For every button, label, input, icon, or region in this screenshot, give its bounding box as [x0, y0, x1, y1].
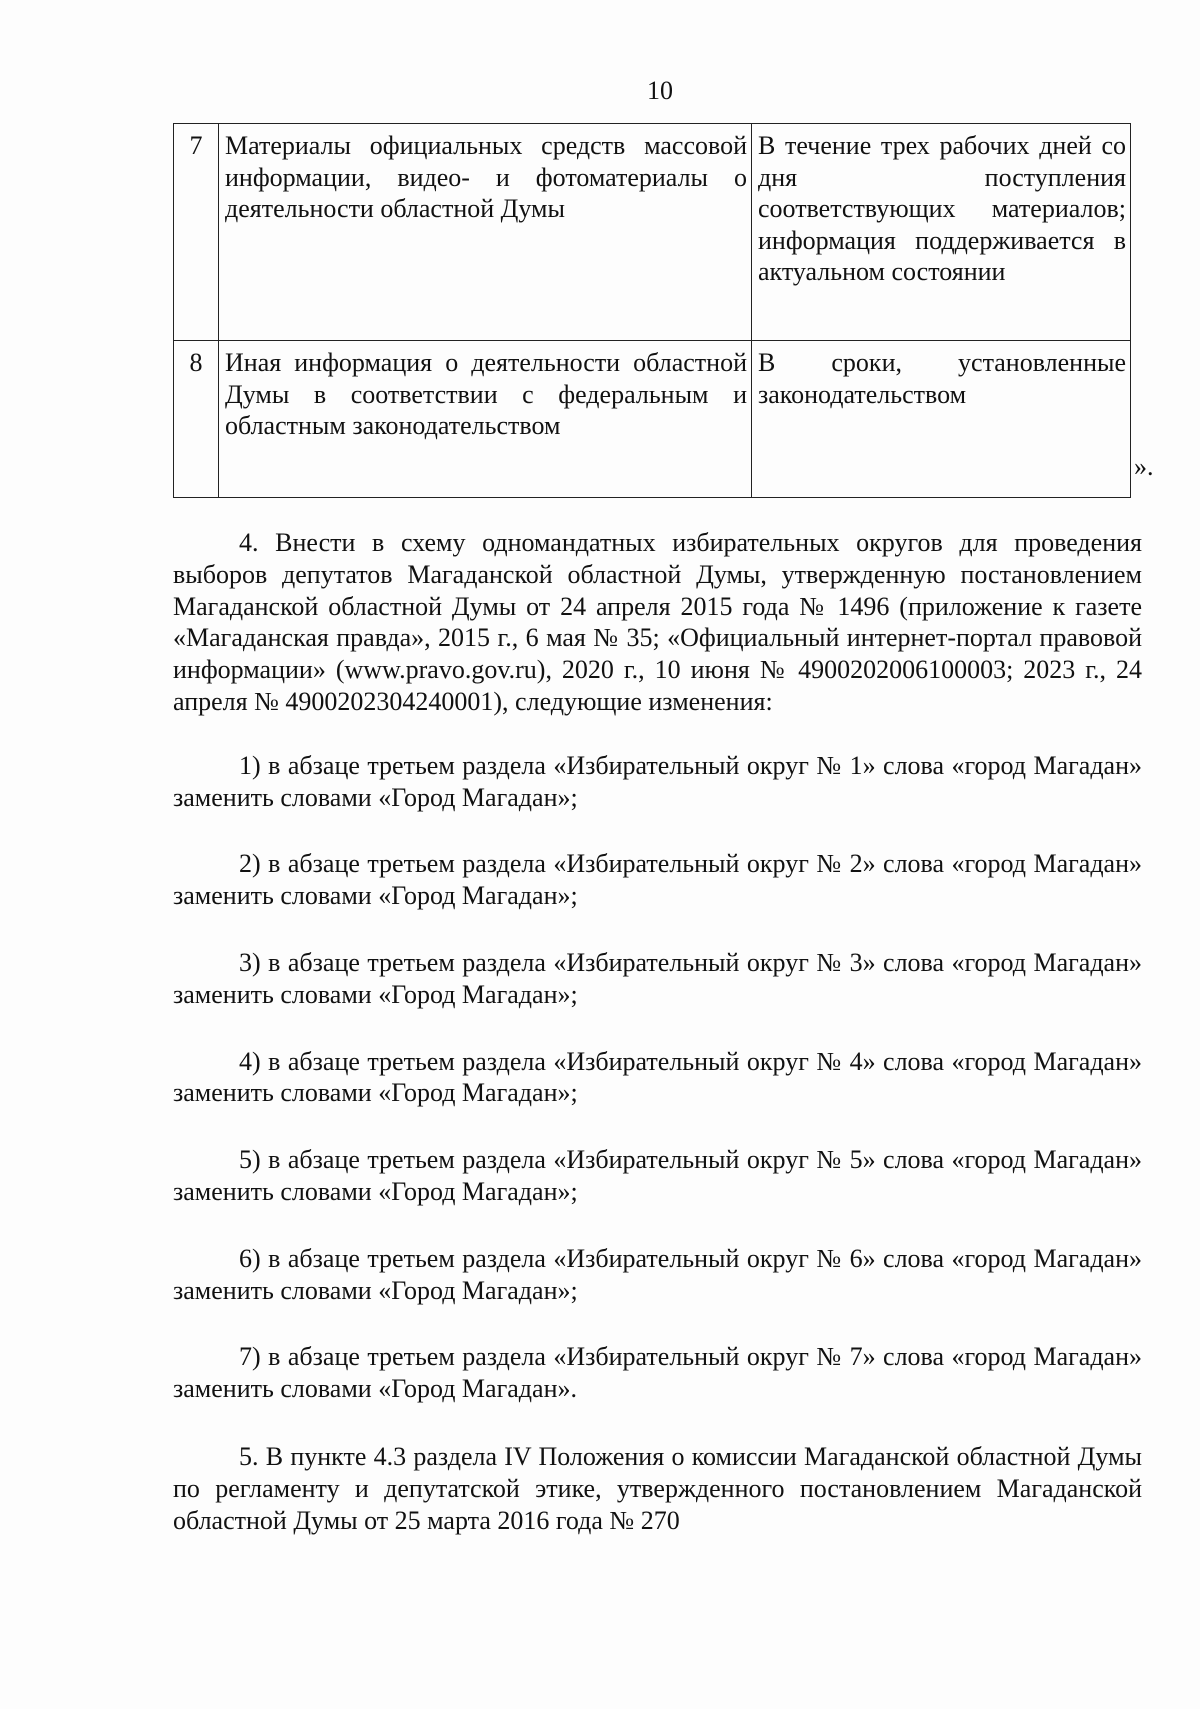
- paragraph-item-4: 4. Внести в схему одномандатных избирательных округов для проведения выборов депутатов Магаданской областной Думы, утвержденную постановлением Магаданской областной Думы от 24 апреля 2015 года № 1496 (приложение к газете «Магаданская правда», 2015 г., 6 мая № 35; «Официальный интернет-портал правовой информации» (www.pravo.gov.ru), 2020 г., 10 июня № 4900202006100003; 2023 г., 24 апреля № 4900202304240001), следующие изменения:: [173, 528, 1142, 716]
- page-number: 10: [647, 76, 673, 105]
- table-row: [174, 124, 1131, 341]
- information-table: [173, 123, 1131, 498]
- row-content-cell: Материалы официальных средств массовой информации, видео- и фотоматериалы о деятельности областной Думы: [219, 124, 752, 341]
- subparagraph-4: 4) в абзаце третьем раздела «Избирательный округ № 4» слова «город Магадан» заменить словами «Город Магадан»;: [173, 1046, 1142, 1108]
- subparagraph-7: 7) в абзаце третьем раздела «Избирательный округ № 7» слова «город Магадан» заменить словами «Город Магадан».: [173, 1342, 1142, 1404]
- subparagraph-5: 5) в абзаце третьем раздела «Избирательный округ № 5» слова «город Магадан» заменить словами «Город Магадан»;: [173, 1145, 1142, 1206]
- document-body: [173, 527, 1142, 1536]
- table-row: [174, 341, 1131, 498]
- subparagraph-1: 1) в абзаце третьем раздела «Избирательный округ № 1» слова «город Магадан» заменить словами «Город Магадан»;: [173, 750, 1142, 812]
- subparagraph-3: 3) в абзаце третьем раздела «Избирательный округ № 3» слова «город Магадан» заменить словами «Город Магадан»;: [173, 947, 1142, 1009]
- row-deadline-cell: В сроки, установленные законодательством: [752, 341, 1131, 498]
- table-closing-quote: ».: [1134, 452, 1154, 481]
- paragraph-item-5: 5. В пункте 4.3 раздела IV Положения о комиссии Магаданской областной Думы по регламенту и депутатской этике, утвержденного постановлением Магаданской областной Думы от 25 марта 2016 года № 270: [173, 1441, 1142, 1535]
- row-deadline-cell: В течение трех рабочих дней со дня поступления соответствующих материалов; информация поддерживается в актуальном состоянии: [752, 124, 1131, 341]
- subparagraph-6: 6) в абзаце третьем раздела «Избирательный округ № 6» слова «город Магадан» заменить словами «Город Магадан»;: [173, 1243, 1142, 1305]
- subparagraph-2: 2) в абзаце третьем раздела «Избирательный округ № 2» слова «город Магадан» заменить словами «Город Магадан»;: [173, 849, 1142, 911]
- row-number: 7: [174, 124, 219, 341]
- row-content-cell: Иная информация о деятельности областной Думы в соответствии с федеральным и областным законодательством: [219, 341, 752, 498]
- row-number: 8: [174, 341, 219, 498]
